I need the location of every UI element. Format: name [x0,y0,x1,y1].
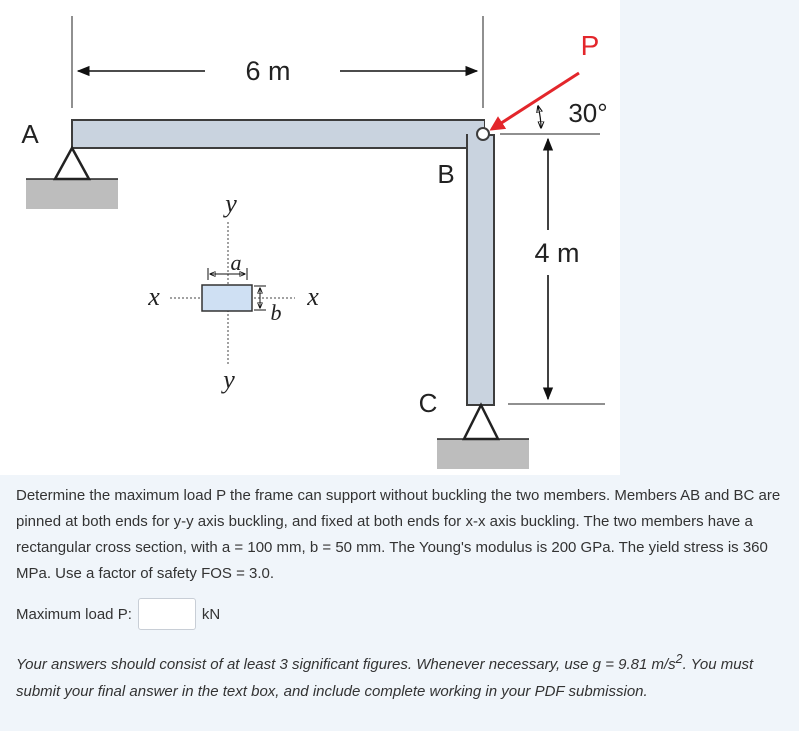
dim-a-label: a [230,250,242,275]
node-a-label: A [21,119,39,149]
span-label: 6 m [245,56,291,86]
ground-a [26,179,118,209]
answer-unit: kN [201,605,221,623]
member-bc [467,135,494,405]
node-c-label: C [418,388,438,418]
dim-b-label: b [270,300,282,325]
height-label: 4 m [534,238,580,268]
instructions-note [16,646,786,705]
pin-support-a-icon [55,148,89,179]
answer-row [16,596,220,632]
member-ab [72,120,484,148]
note-text-2: . You must submit your final answer in the text box, and include complete working in your PDF submission. [16,656,754,700]
ground-c [437,439,529,469]
answer-label: Maximum load P: [16,605,132,623]
load-p-label: P [580,30,600,61]
cross-section [202,285,252,311]
note-superscript: 2 [675,652,683,666]
angle-label: 30° [568,98,608,128]
note-text-1: Your answers should consist of at least 3 significant figures. Whenever necessary, use g = 9.81 m/s [16,656,676,673]
axis-y-bottom-label: y [223,365,235,394]
angle-arc [538,106,541,128]
node-b-label: B [437,159,455,189]
question-text: Determine the maximum load P the frame can support without buckling the two members. Members AB and BC are pinned at both ends for y-y axis buckling, and fixed at both ends for x-x axis buckling. The two members have a rectangular cross section, with a = 100 mm, b = 50 mm. The Young's modulus is 200 GPa. The yield stress is 360 MPa. Use a factor of safety FOS = 3.0. [16,487,781,582]
pin-support-c-icon [464,405,498,439]
axis-y-top-label: y [225,189,237,218]
axis-x-right-label: x [307,282,319,311]
pin-b [477,128,489,140]
axis-x-left-label: x [148,282,160,311]
maximum-load-input[interactable] [138,598,196,630]
load-p-arrow [492,73,579,129]
